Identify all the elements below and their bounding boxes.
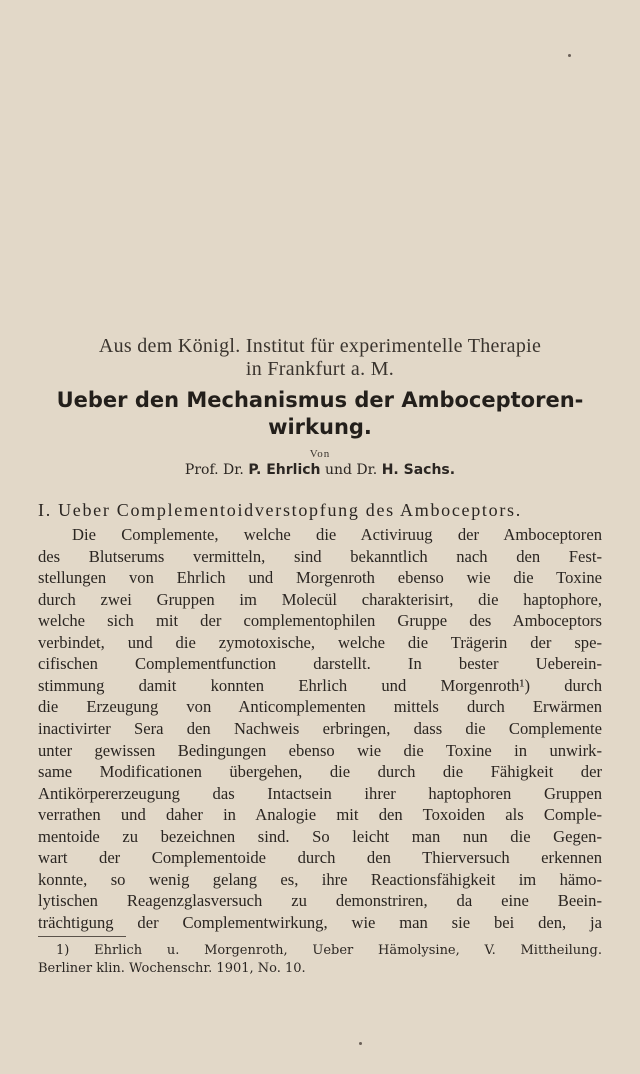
body-line: stimmung damit konnten Ehrlich und Morgenroth¹) durch: [38, 675, 602, 695]
footnote-line-2: Berliner klin. Wochenschr. 1901, No. 10.: [38, 961, 306, 976]
body-line: Die Complemente, welche die Activiruug der Amboceptoren: [72, 525, 602, 544]
body-line: welche sich mit der complementophilen Gruppe des Amboceptors: [38, 611, 602, 631]
footnote-rule: [38, 936, 126, 937]
article-title-line-1: Ueber den Mechanismus der Amboceptoren-: [56, 388, 584, 412]
paper-speck: [359, 1042, 362, 1045]
body-line: des Blutserums vermitteln, sind bekanntlich nach den Fest-: [38, 546, 602, 566]
body-line: Antikörpererzeugung das Intactsein ihrer haptophoren Gruppen: [38, 783, 602, 803]
section-heading: I. Ueber Complementoidverstopfung des Amboceptors.: [38, 500, 522, 520]
body-line: unter gewissen Bedingungen ebenso wie die Toxine in unwirk-: [38, 740, 602, 760]
byline-von: Von: [309, 448, 331, 460]
body-line: verbindet, und die zymotoxische, welche die Trägerin der spe-: [38, 632, 602, 652]
body-line: verrathen und daher in Analogie mit den Toxoiden als Comple-: [38, 805, 602, 825]
institute-line-2: in Frankfurt a. M.: [245, 358, 395, 380]
author-line: [30, 462, 610, 478]
footnote-line-1: 1) Ehrlich u. Morgenroth, Ueber Hämolysine, V. Mittheilung.: [56, 943, 602, 958]
body-line: inactivirter Sera den Nachweis erbringen, dass die Complemente: [38, 718, 602, 738]
body-line: cifischen Complementfunction darstellt. In bester Ueberein-: [38, 654, 602, 674]
body-line: same Modificationen übergehen, die durch die Fähigkeit der: [38, 762, 602, 782]
institute-line-1: Aus dem Königl. Institut für experimentelle Therapie: [98, 335, 542, 357]
author-conjunction: und Dr.: [324, 462, 378, 478]
paper-speck: [568, 54, 571, 57]
body-line: stellungen von Ehrlich und Morgenroth ebenso wie die Toxine: [38, 568, 602, 588]
body-line: die Erzeugung von Anticomplementen mittels durch Erwärmen: [38, 697, 602, 717]
body-line: wart der Complementoide durch den Thierversuch erkennen: [38, 848, 602, 868]
author-sachs: H. Sachs.: [381, 462, 456, 478]
body-line: lytischen Reagenzglasversuch zu demonstriren, da eine Beein-: [38, 891, 602, 911]
body-line: konnte, so wenig gelang es, ihre Reactionsfähigkeit im hämo-: [38, 869, 602, 889]
author-prefix: Prof. Dr.: [184, 462, 244, 478]
article-title-line-2: wirkung.: [268, 415, 372, 439]
body-line: durch zwei Gruppen im Molecül charakterisirt, die haptophore,: [38, 589, 602, 609]
body-line: mentoide zu bezeichnen sind. So leicht man nun die Gegen-: [38, 826, 602, 846]
author-ehrlich: P. Ehrlich: [248, 462, 321, 478]
body-line: trächtigung der Complementwirkung, wie man sie bei den, ja: [38, 912, 602, 932]
